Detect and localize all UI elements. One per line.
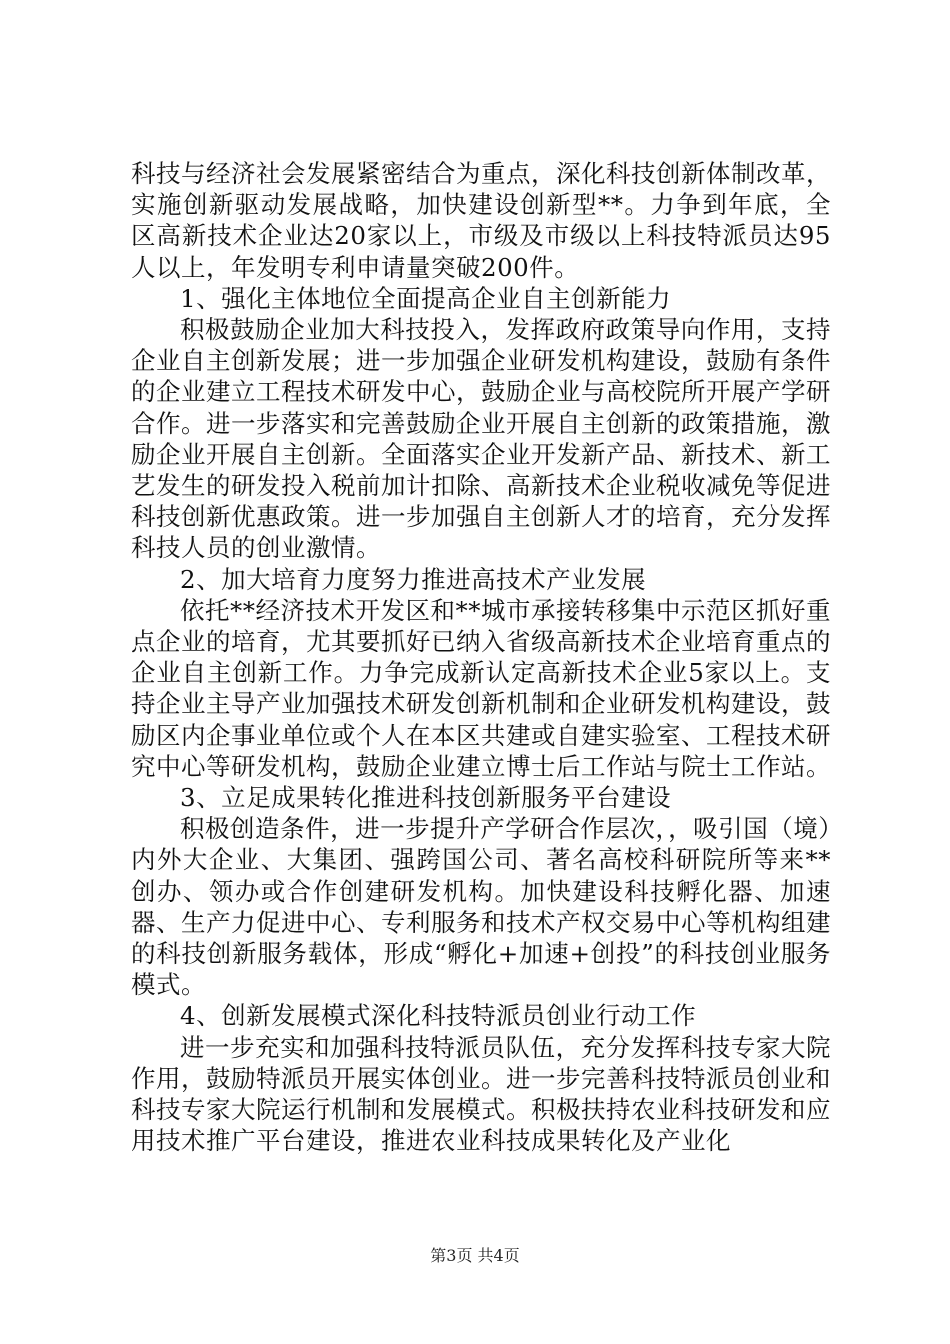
- section-heading-4: 4、创新发展模式深化科技特派员创业行动工作: [180, 1001, 697, 1031]
- section-body-2: 依托**经济技术开发区和**城市承接转移集中示范区抓好重点企业的培育，尤其要抓好已纳入省级高新技术企业培育重点的企业自主创新工作。力争完成新认定高新技术企业5家以上。支持企业主导产业加强技术研发创新机制和企业研发机构建设，鼓励区内企事业单位或个人在本区共建或自建实验室、工程技术研究中心等研发机构，鼓励企业建立博士后工作站与院士工作站。: [131, 595, 831, 781]
- document-body: [131, 158, 831, 1157]
- page-number-footer: 第3页 共4页: [430, 1246, 520, 1265]
- section-body-4: 进一步充实和加强科技特派员队伍，充分发挥科技专家大院作用，鼓励特派员开展实体创业。进一步完善科技特派员创业和科技专家大院运行机制和发展模式。积极扶持农业科技研发和应用技术推广平台建设，推进农业科技成果转化及产业化: [131, 1032, 831, 1156]
- section-body-1: 积极鼓励企业加大科技投入，发挥政府政策导向作用，支持企业自主创新发展；进一步加强企业研发机构建设，鼓励有条件的企业建立工程技术研发中心，鼓励企业与高校院所开展产学研合作。进一步落实和完善鼓励企业开展自主创新的政策措施，激励企业开展自主创新。全面落实企业开发新产品、新技术、新工艺发生的研发投入税前加计扣除、高新技术企业税收减免等促进科技创新优惠政策。进一步加强自主创新人才的培育，充分发挥科技人员的创业激情。: [131, 315, 831, 563]
- section-heading-2: 2、加大培育力度努力推进高技术产业发展: [180, 564, 647, 594]
- section-heading-1: 1、强化主体地位全面提高企业自主创新能力: [180, 283, 672, 313]
- paragraph-intro: 科技与经济社会发展紧密结合为重点，深化科技创新体制改革，实施创新驱动发展战略，加快建设创新型**。力争到年底，全区高新技术企业达20家以上，市级及市级以上科技特派员达95人以上，年发明专利申请量突破200件。: [131, 159, 831, 282]
- section-body-3: 积极创造条件，进一步提升产学研合作层次，，吸引国（境）内外大企业、大集团、强跨国公司、著名高校科研院所等来**创办、领办或合作创建研发机构。加快建设科技孵化器、加速器、生产力促进中心、专利服务和技术产权交易中心等机构组建的科技创新服务载体，形成“孵化+加速+创投”的科技创业服务模式。: [131, 814, 831, 1000]
- section-heading-3: 3、立足成果转化推进科技创新服务平台建设: [180, 783, 672, 813]
